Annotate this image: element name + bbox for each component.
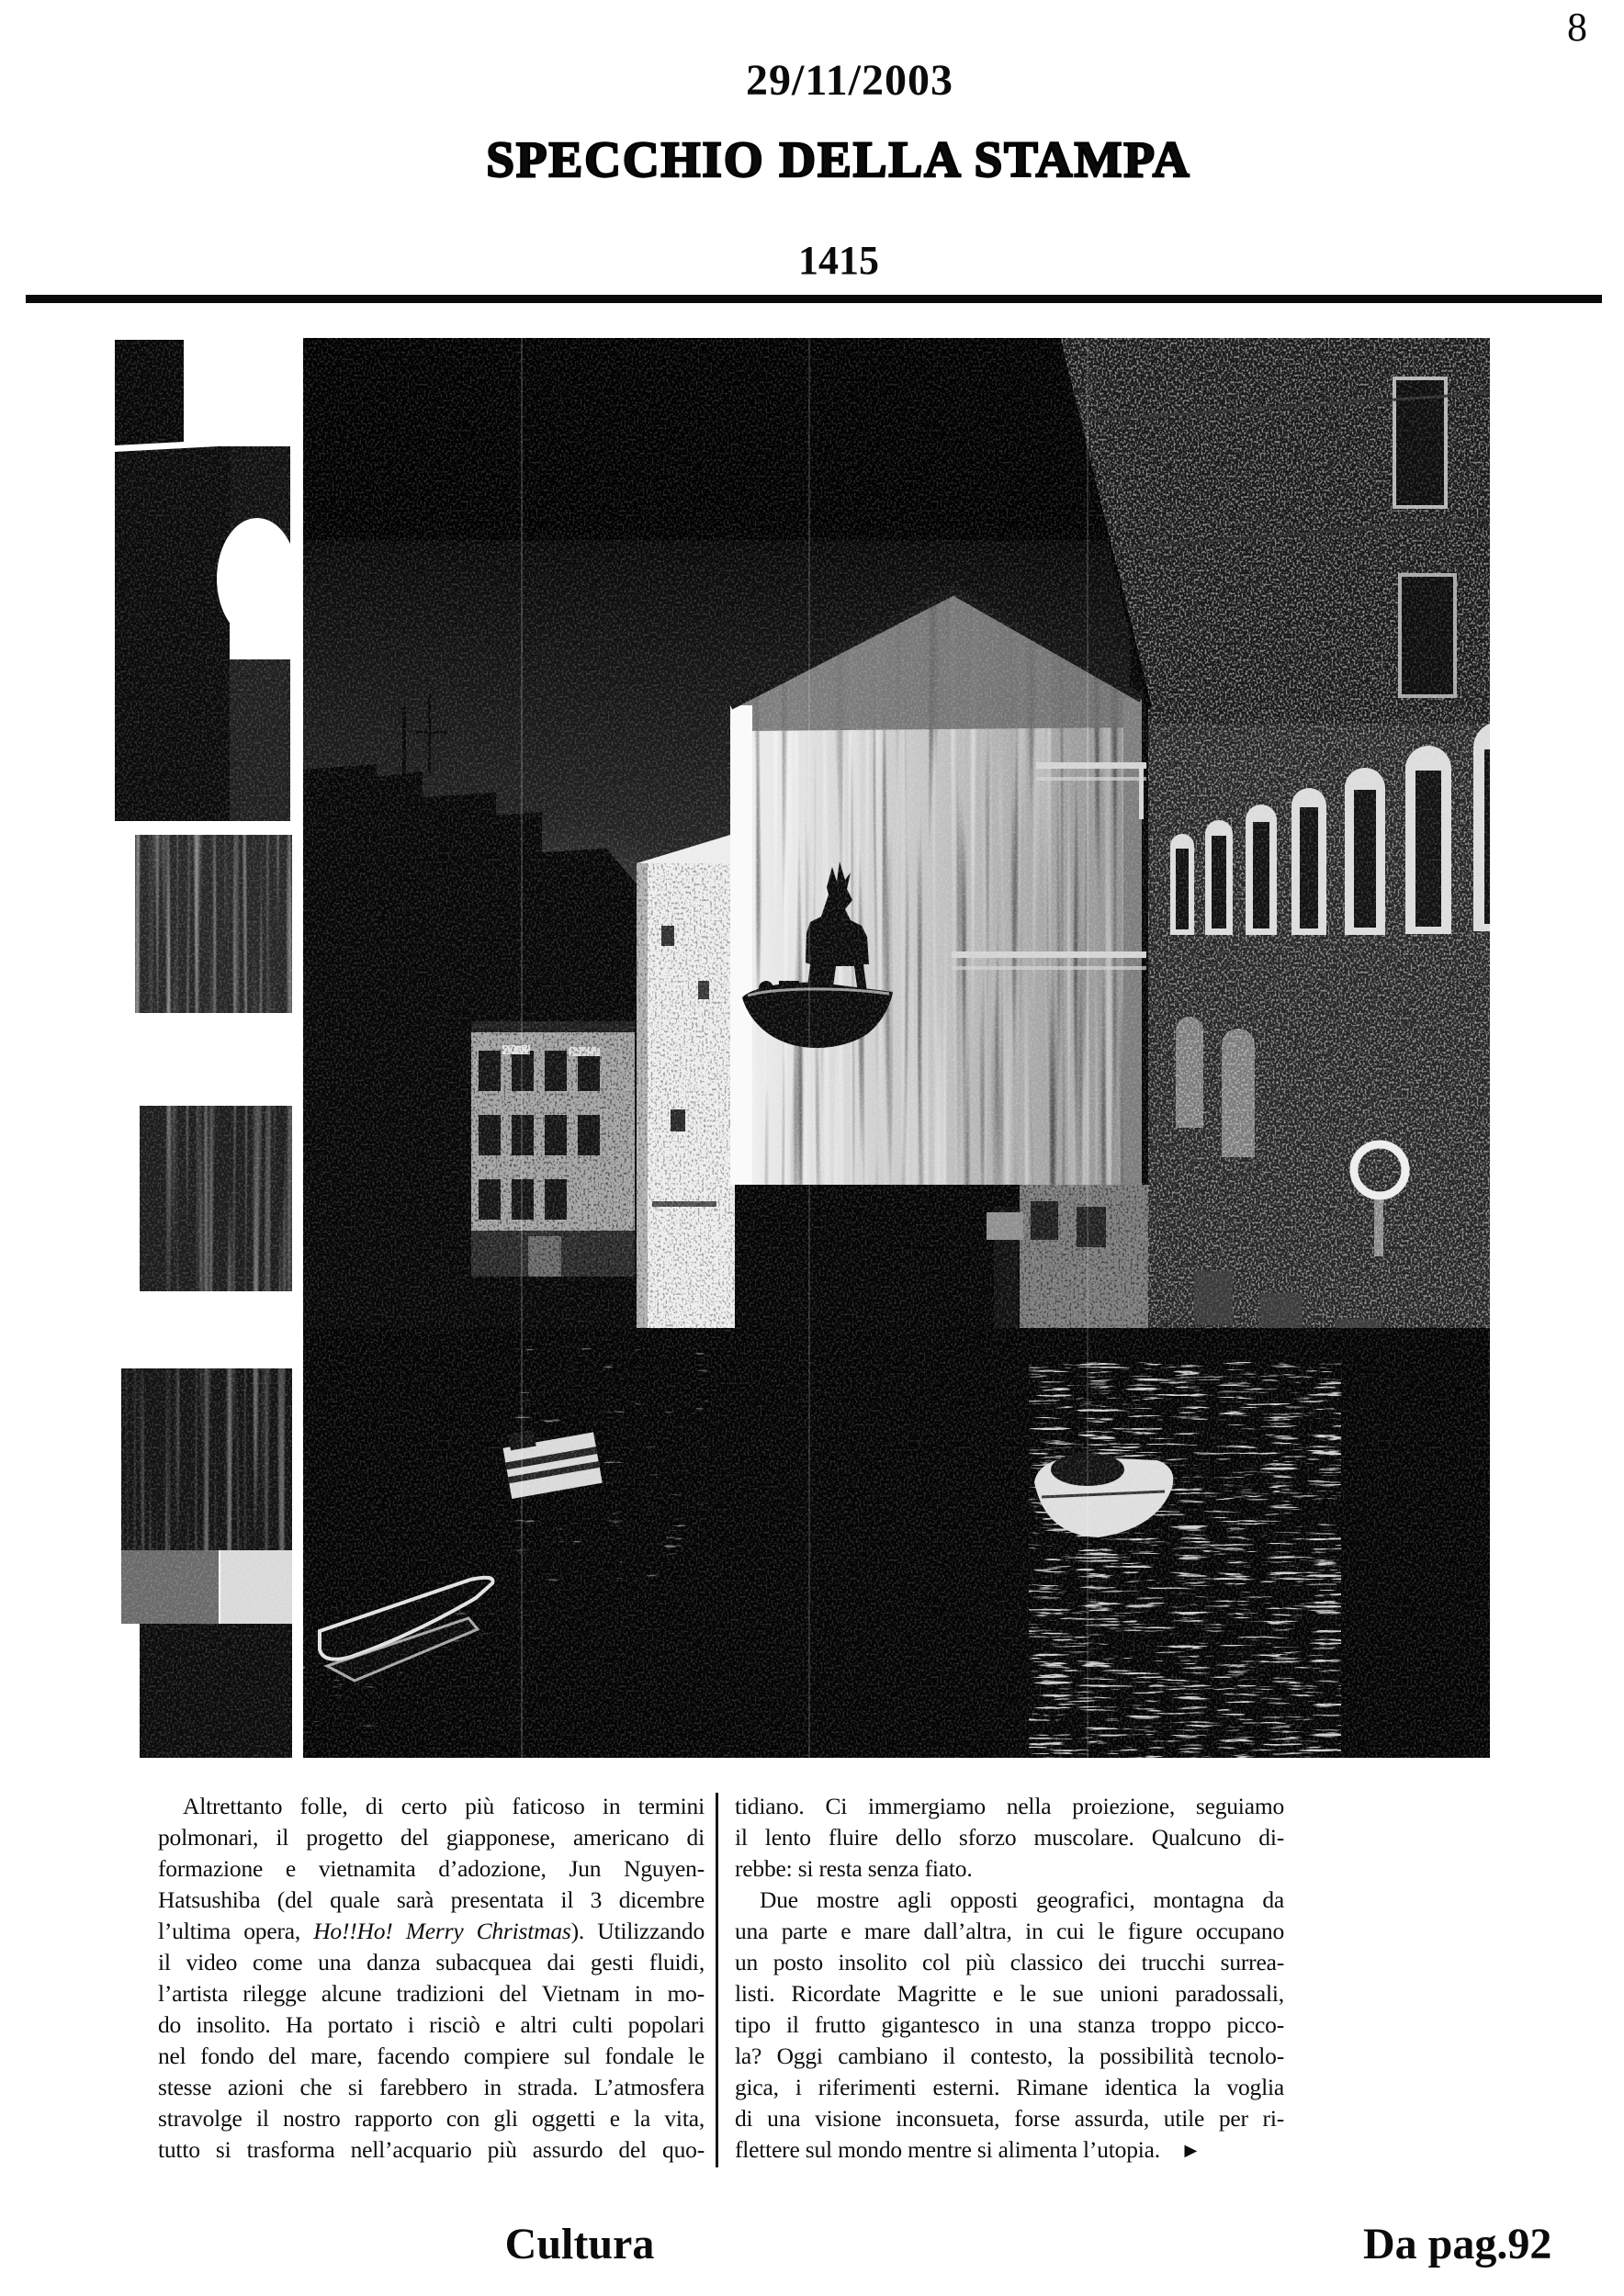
text-segment: ). Utilizzando (570, 1918, 705, 1944)
header-issue-number: 1415 (798, 238, 879, 283)
text-line: rebbe: si resta senza fiato. (735, 1855, 973, 1882)
text-line: un posto insolito col più classico dei trucchi surrea- (735, 1949, 1284, 1975)
footer-page-reference: Da pag.92 (1363, 2220, 1552, 2268)
text-line (735, 2134, 1284, 2166)
text-segment-italic: Ho!!Ho! Merry Christmas (313, 1918, 571, 1944)
header-date: 29/11/2003 (745, 56, 954, 105)
text-line: la? Oggi cambiano il contesto, la possibilità tecnolo- (735, 2043, 1284, 2069)
text-line: tutto si trasforma nell’acquario più assurdo del quo- (158, 2136, 705, 2163)
text-line: gica, i riferimenti esterni. Rimane identica la voglia (735, 2074, 1284, 2100)
column-divider (716, 1793, 718, 2167)
header-rule (26, 295, 1602, 303)
footer-section-label: Cultura (504, 2220, 655, 2268)
text-line: polmonari, il progetto del giapponese, americano di (158, 1824, 705, 1851)
page-number: 8 (1567, 5, 1587, 50)
text-line (158, 1916, 705, 1947)
text-line: di una visione inconsueta, forse assurda, utile per ri- (735, 2105, 1284, 2132)
text-line: nel fondo del mare, facendo compiere sul fondale le (158, 2043, 705, 2069)
text-line: Due mostre agli opposti geografici, montagna da (760, 1886, 1284, 1913)
header-title: SPECCHIO DELLA STAMPA (486, 131, 1191, 187)
text-line: Altrettanto folle, di certo più faticoso in termini (183, 1793, 705, 1819)
text-line: una parte e mare dall’altra, in cui le figure occupano (735, 1918, 1284, 1944)
text-line: il video come una danza subacquea dai gesti fluidi, (158, 1949, 705, 1975)
text-line: stravolge il nostro rapporto con gli oggetti e la vita, (158, 2105, 705, 2132)
text-line: do insolito. Ha portato i risciò e altri culti popolari (158, 2011, 705, 2038)
text-line: Hatsushiba (del quale sarà presentata il 3 dicembre (158, 1886, 705, 1913)
text-line: l’artista rilegge alcune tradizioni del Vietnam in mo- (158, 1980, 705, 2007)
text-segment: flettere sul mondo mentre si alimenta l’utopia. (735, 2136, 1160, 2163)
text-segment: l’ultima opera, (158, 1918, 314, 1944)
article-column-left (158, 1791, 705, 2166)
text-line: il lento fluire dello sforzo muscolare. Qualcuno di- (735, 1824, 1284, 1851)
text-line: tidiano. Ci immergiamo nella proiezione, seguiamo (735, 1793, 1284, 1819)
text-line: formazione e vietnamita d’adozione, Jun Nguyen- (158, 1855, 705, 1882)
article-column-right (735, 1791, 1284, 2166)
continuation-arrow-icon: ► (1179, 2139, 1201, 2162)
text-line: listi. Ricordate Magritte e le sue unioni paradossali, (735, 1980, 1284, 2007)
text-line: stesse azioni che si farebbero in strada. L’atmosfera (158, 2074, 705, 2100)
photo-grain-overlay (110, 338, 1490, 1758)
text-line: tipo il frutto gigantesco in una stanza troppo picco- (735, 2011, 1284, 2038)
press-photo-venice-canal-donkey (110, 338, 1490, 1758)
